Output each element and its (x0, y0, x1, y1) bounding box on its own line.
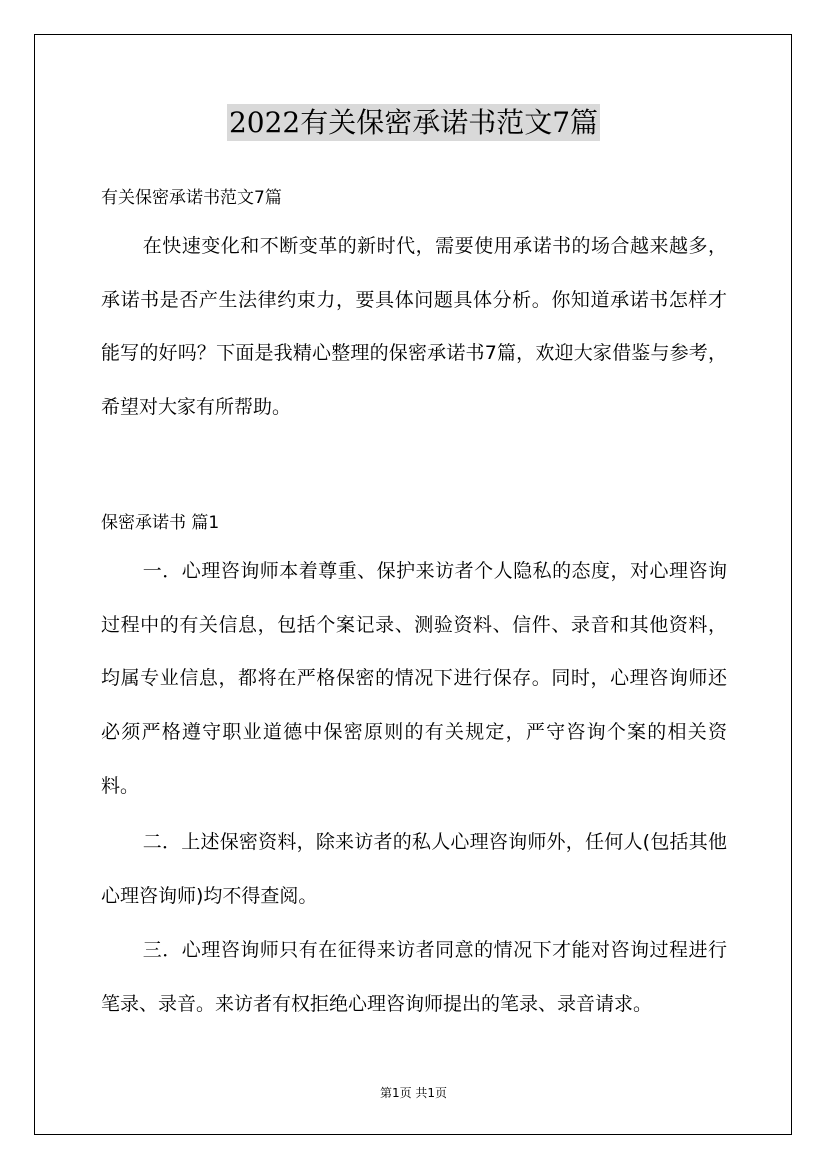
section-paragraph-2: 二．上述保密资料，除来访者的私人心理咨询师外，任何人(包括其他心理咨询师)均不得查阅。 (101, 831, 727, 907)
section-heading: 保密承诺书 篇1 (101, 513, 220, 533)
document-title: 2022有关保密承诺书范文7篇 (228, 106, 599, 139)
section-paragraph-1: 一．心理咨询师本着尊重、保护来访者个人隐私的态度，对心理咨询过程中的有关信息，包括个案记录、测验资料、信件、录音和其他资料，均属专业信息，都将在严格保密的情况下进行保存。同时，心理咨询师还必须严格遵守职业道德中保密原则的有关规定，严守咨询个案的相关资料。 (101, 560, 727, 797)
document-subtitle: 有关保密承诺书范文7篇 (101, 188, 282, 208)
page-footer: 第1页 共1页 (379, 1086, 448, 1100)
section-paragraph-3: 三．心理咨询师只有在征得来访者同意的情况下才能对咨询过程进行笔录、录音。来访者有权拒绝心理咨询师提出的笔录、录音请求。 (101, 939, 727, 1015)
intro-paragraph: 在快速变化和不断变革的新时代，需要使用承诺书的场合越来越多，承诺书是否产生法律约束力，要具体问题具体分析。你知道承诺书怎样才能写的好吗？下面是我精心整理的保密承诺书7篇，欢迎大家借鉴与参考，希望对大家有所帮助。 (101, 235, 727, 419)
